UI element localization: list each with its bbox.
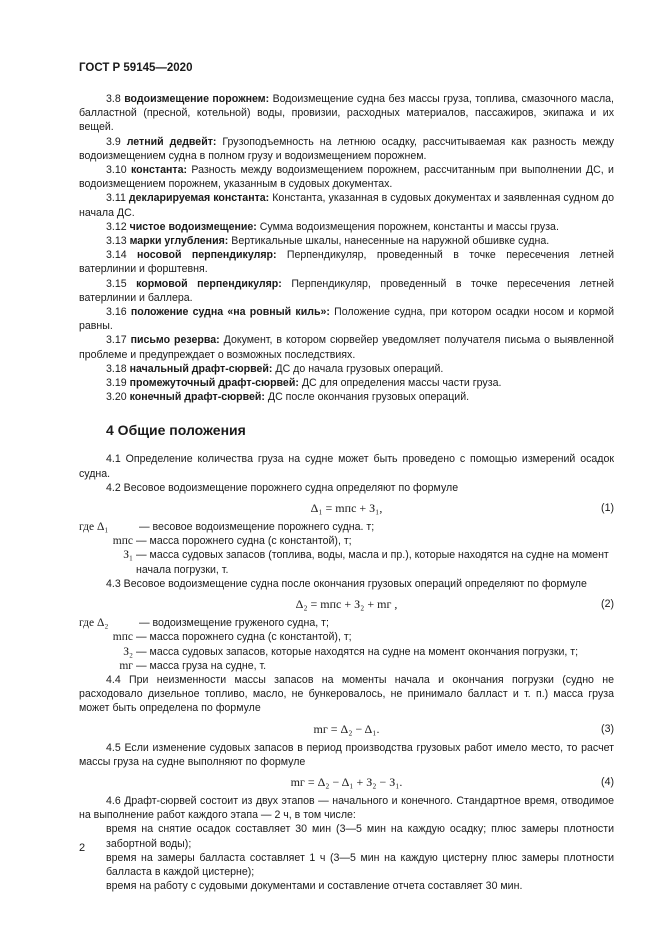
legend-row xyxy=(79,548,614,576)
definition-text: Водоизмещение судна без массы груза, топлива, смазочного масла, балластной (пресной, котельной) воды, провизии, расходных материалов, пассажиров, экипажа и их вещей. xyxy=(79,93,615,134)
definition-text: Перпендикуляр, проведенный в точке пересечения летней ватерлинии и форштевня. xyxy=(79,249,614,276)
definition-item xyxy=(79,92,614,135)
definition-item xyxy=(79,376,614,390)
definition-text: ДС для определения массы части груза. xyxy=(301,377,502,390)
legend-symbol: mг xyxy=(119,659,133,672)
definition-text: Грузоподъемность на летнюю осадку, рассчитываемая как разность между водоизмещением судна в полном грузу и водоизмещением порожнем. xyxy=(79,135,614,162)
definition-term: положение судна «на ровный киль»: xyxy=(130,306,330,319)
definition-text: Документ, в котором сюрвейер уведомляет получателя письма о выявленной проблеме и предупреждает о возможных последствиях. xyxy=(79,334,614,361)
legend-description: — весовое водоизмещение порожнего судна. т; xyxy=(139,521,375,534)
legend-row xyxy=(79,645,614,659)
paragraph-4-2: 4.2 Весовое водоизмещение порожнего судна определяют по формуле xyxy=(106,481,459,494)
list-item: время на замеры балласта составляет 1 ч (3—5 мин на каждую цистерну плюс замеры плотности балласта в каждой цистерне); xyxy=(106,851,614,878)
definition-term: носовой перпендикуляр: xyxy=(137,249,277,262)
legend-description: — масса судовых запасов, которые находятся на судне на момент окончания погрузки, т; xyxy=(136,645,579,658)
definition-text: Разность между водоизмещением порожнем, рассчитанным при выполнении ДС, и водоизмещением порожнем, указанным в судовых документах. xyxy=(79,164,614,191)
legend-row xyxy=(79,534,614,548)
list-item: время на снятие осадок составляет 30 мин (3—5 мин на каждую осадку; плюс замеры плотности забортной воды); xyxy=(106,823,614,850)
definition-item xyxy=(79,220,614,234)
definition-term: промежуточный драфт-сюрвей: xyxy=(129,377,299,390)
legend-row xyxy=(79,630,614,644)
legend-description: — масса порожнего судна (с константой), т; xyxy=(136,631,352,644)
definition-term: марки углубления: xyxy=(129,235,229,248)
definition-term: конечный драфт-сюрвей: xyxy=(129,391,265,404)
definition-number: 3.15 xyxy=(106,277,127,290)
definition-text: ДС после окончания грузовых операций. xyxy=(267,391,470,404)
definition-number: 3.10 xyxy=(106,164,127,177)
formula-2-expression: Δ₂ = mпс + З₂ + mг , xyxy=(295,597,398,612)
definition-item xyxy=(79,163,614,191)
definition-number: 3.20 xyxy=(106,391,127,404)
definition-number: 3.17 xyxy=(106,334,127,347)
formula-3-number: (3) xyxy=(601,722,614,735)
paragraph-4-4: 4.4 При неизменности массы запасов на моменты начала и окончания погрузки (судно не расходовало дизельное топливо, масло, не бункеровалось, не принимало балласт и т. п.) масса груза может быть определена по формуле xyxy=(79,673,614,715)
definition-text: Сумма водоизмещения порожнем, константы и массы груза. xyxy=(259,220,559,233)
page-number: 2 xyxy=(79,842,86,854)
legend-symbol: mпс xyxy=(112,535,133,548)
paragraph-4-6: 4.6 Драфт-сюрвей состоит из двух этапов — начального и конечного. Стандартное время, отводимое на выполнение работ каждого этапа — 2 ч, в том числе: xyxy=(79,794,614,822)
definition-text: ДС до начала грузовых операций. xyxy=(275,362,444,375)
definition-number: 3.14 xyxy=(106,249,127,262)
definition-number: 3.11 xyxy=(106,192,126,205)
definition-term: константа: xyxy=(130,164,187,177)
list-item: время на работу с судовыми документами и составление отчета составляет 30 мин. xyxy=(106,880,523,893)
definition-term: летний дедвейт: xyxy=(126,135,217,148)
paragraph-4-3: 4.3 Весовое водоизмещение судна после окончания грузовых операций определяют по формуле xyxy=(106,577,587,590)
legend-description: — масса порожнего судна (с константой), т; xyxy=(136,535,352,548)
definition-number: 3.9 xyxy=(106,135,121,148)
formula-1 xyxy=(79,498,614,518)
definition-item xyxy=(79,234,614,248)
definition-number: 3.12 xyxy=(106,220,127,233)
time-list xyxy=(79,822,614,893)
legend-symbol: З₁ xyxy=(123,549,133,562)
definitions-list xyxy=(79,92,614,404)
paragraph-4-1: 4.1 Определение количества груза на судне может быть проведено с помощью измерений осадок судна. xyxy=(79,453,614,480)
definition-text: Константа, указанная в судовых документах и заявленная судном до начала ДС. xyxy=(79,192,614,219)
legend-row xyxy=(79,520,614,534)
definition-item xyxy=(79,135,614,163)
definition-term: письмо резерва: xyxy=(130,334,220,347)
legend-description: — масса судовых запасов (топлива, воды, масла и пр.), которые находятся на судне на момент начала погрузки, т. xyxy=(136,549,609,576)
legend-description: — масса груза на судне, т. xyxy=(136,659,267,672)
definition-number: 3.18 xyxy=(106,362,127,375)
where-list-1 xyxy=(79,520,614,577)
definition-text: Вертикальные шкалы, нанесенные на наружной обшивке судна. xyxy=(231,235,550,248)
legend-symbol: где Δ₂ xyxy=(79,617,109,630)
document-header: ГОСТ Р 59145—2020 xyxy=(79,62,193,74)
definition-item xyxy=(79,191,614,219)
definition-term: декларируемая константа: xyxy=(128,192,270,205)
formula-3 xyxy=(79,719,614,739)
document-body xyxy=(79,92,614,893)
legend-row xyxy=(79,616,614,630)
formula-2 xyxy=(79,594,614,614)
definition-text: Положение судна, при котором осадки носом и кормой равны. xyxy=(79,306,614,333)
legend-description: — водоизмещение груженого судна, т; xyxy=(139,617,329,630)
formula-1-number: (1) xyxy=(601,502,614,515)
definition-term: начальный драфт-сюрвей: xyxy=(129,362,273,375)
definition-item xyxy=(79,248,614,276)
formula-3-expression: mг = Δ₂ − Δ₁. xyxy=(313,721,380,736)
definition-term: кормовой перпендикуляр: xyxy=(136,277,282,290)
definition-term: водоизмещение порожнем: xyxy=(124,93,270,105)
definition-item xyxy=(79,333,614,361)
legend-symbol: где Δ₁ xyxy=(79,521,109,534)
paragraph-4-5: 4.5 Если изменение судовых запасов в период производства грузовых работ имело место, то расчет массы груза на судне выполняют по формуле xyxy=(79,741,614,768)
formula-1-expression: Δ₁ = mпс + З₁, xyxy=(310,501,383,516)
formula-4 xyxy=(79,772,614,792)
definition-number: 3.19 xyxy=(106,377,127,390)
legend-row xyxy=(79,659,614,673)
definition-text: Перпендикуляр, проведенный в точке пересечения летней ватерлинии и баллера. xyxy=(79,277,614,304)
definition-term: чистое водоизмещение: xyxy=(129,220,257,233)
definition-number: 3.8 xyxy=(106,93,121,105)
definition-item xyxy=(79,362,614,376)
formula-4-expression: mг = Δ₂ − Δ₁ + З₂ − З₁. xyxy=(290,774,403,789)
legend-symbol: З₂ xyxy=(123,645,133,658)
definition-item xyxy=(79,277,614,305)
definition-number: 3.16 xyxy=(106,306,127,319)
section-title: 4 Общие положения xyxy=(106,422,246,439)
definition-item xyxy=(79,305,614,333)
formula-4-number: (4) xyxy=(601,775,614,788)
legend-symbol: mпс xyxy=(112,631,133,644)
definition-item xyxy=(79,390,614,404)
formula-2-number: (2) xyxy=(601,598,614,611)
definition-number: 3.13 xyxy=(106,235,127,248)
where-list-2 xyxy=(79,616,614,673)
